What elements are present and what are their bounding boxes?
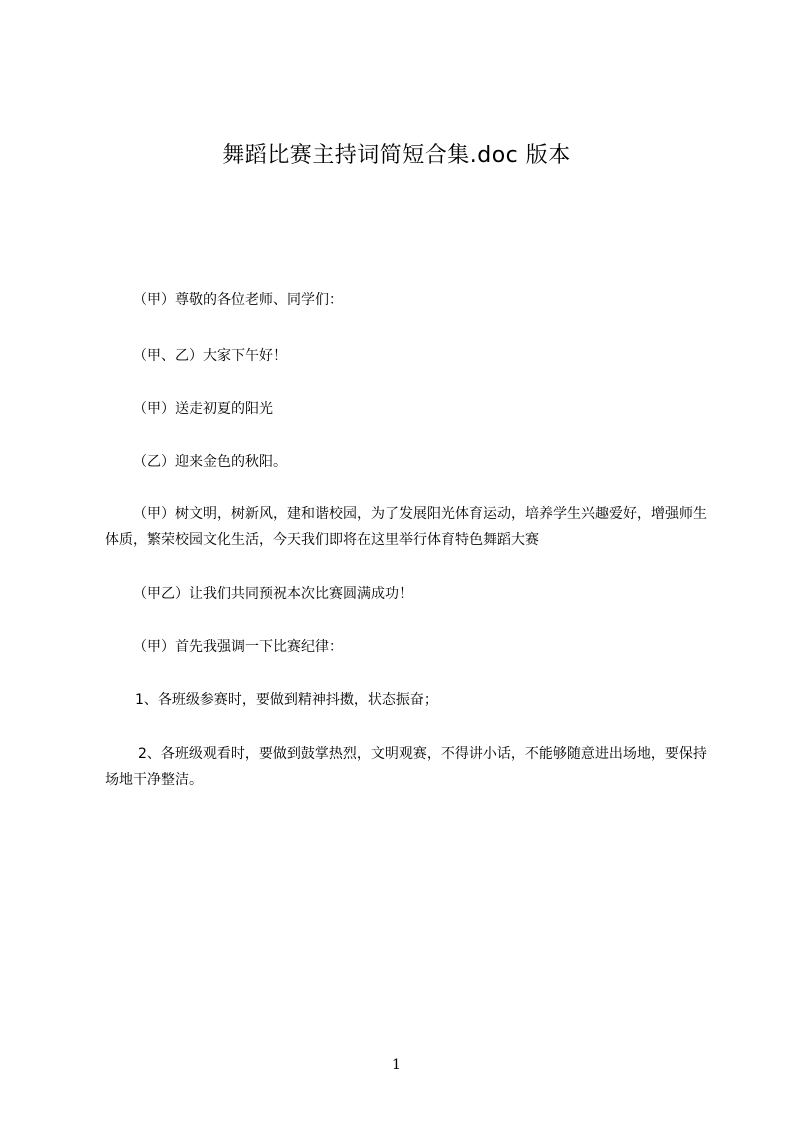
paragraph-discipline-intro: （甲）首先我强调一下比赛纪律： [133, 639, 343, 655]
page-number: 1 [392, 1057, 401, 1073]
paragraph-rule-1: 1、各班级参赛时，要做到精神抖擞，状态振奋； [135, 692, 438, 708]
paragraph-rule-2: 2、各班级观看时，要做到鼓掌热烈，文明观赛，不得讲小话，不能够随意进出场地，要保持场地干净整洁。 [105, 746, 707, 788]
paragraph-wish-success: （甲乙）让我们共同预祝本次比赛圆满成功！ [133, 586, 413, 602]
paragraph-greeting: （甲）尊敬的各位老师、同学们： [133, 292, 343, 308]
paragraph-good-afternoon: （甲、乙）大家下午好！ [133, 348, 287, 364]
paragraph-early-summer: （甲）送走初夏的阳光 [133, 401, 273, 417]
paragraph-golden-autumn: （乙）迎来金色的秋阳。 [133, 454, 287, 470]
document-title: 舞蹈比赛主持词简短合集.doc 版本 [222, 143, 571, 168]
paragraph-event-intro: （甲）树文明，树新风，建和谐校园，为了发展阳光体育运动，培养学生兴趣爱好，增强师生体质，繁荣校园文化生活，今天我们即将在这里举行体育特色舞蹈大赛 [105, 506, 707, 548]
